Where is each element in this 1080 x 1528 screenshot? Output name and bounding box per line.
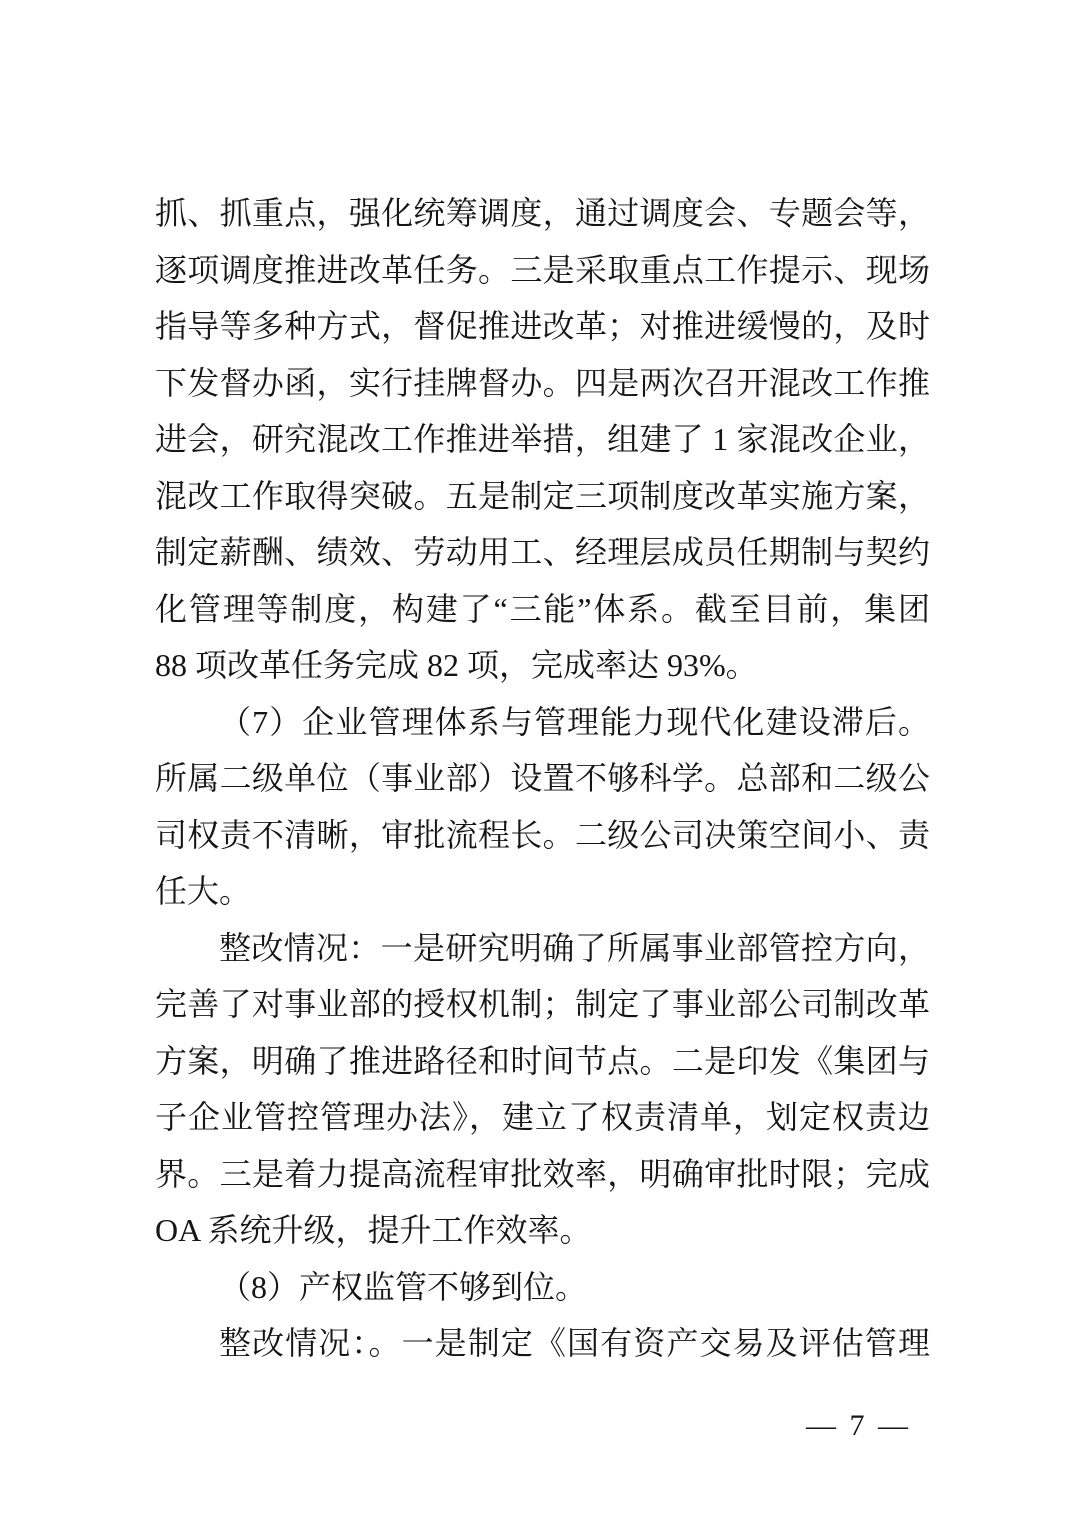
text-line: 进会，研究混改工作推进举措，组建了 1 家混改企业， [155, 421, 930, 457]
text-line: OA 系统升级，提升工作效率。 [155, 1212, 592, 1248]
text-line: 整改情况：一是研究明确了所属事业部管控方向， [219, 929, 930, 966]
text-line: 下发督办函，实行挂牌督办。四是两次召开混改工作推 [155, 364, 930, 401]
text-line: 抓、抓重点，强化统筹调度，通过调度会、专题会等， [155, 195, 930, 231]
text-line: 88 项改革任务完成 82 项，完成率达 93%。 [155, 647, 758, 683]
text-line: 方案，明确了推进路径和时间节点。二是印发《集团与 [155, 1042, 930, 1079]
text-line: 界。三是着力提高流程审批效率，明确审批时限；完成 [155, 1155, 930, 1192]
text-line: 逐项调度推进改革任务。三是采取重点工作提示、现场 [155, 251, 930, 288]
text-line: 化管理等制度，构建了“三能”体系。截至目前，集团 [155, 590, 930, 627]
text-line: 整改情况：。一是制定《国有资产交易及评估管理 [219, 1325, 930, 1361]
text-line: 所属二级单位（事业部）设置不够科学。总部和二级公 [155, 760, 930, 796]
text-line: 子企业管控管理办法》，建立了权责清单，划定权责边 [155, 1099, 930, 1135]
document-body [155, 185, 930, 1372]
text-line: 司权责不清晰，审批流程长。二级公司决策空间小、责 [155, 816, 930, 853]
text-line: 混改工作取得突破。五是制定三项制度改革实施方案， [155, 477, 930, 514]
text-line: 完善了对事业部的授权机制；制定了事业部公司制改革 [155, 986, 930, 1022]
text-line: 指导等多种方式，督促推进改革；对推进缓慢的，及时 [155, 308, 930, 344]
page-number: — 7 — [806, 1409, 911, 1442]
text-line: 任大。 [155, 873, 252, 909]
page-footer [806, 1406, 911, 1446]
text-line: 制定薪酬、绩效、劳动用工、经理层成员任期制与契约 [155, 534, 930, 570]
text-line: （7）企业管理体系与管理能力现代化建设滞后。 [219, 703, 930, 740]
text-line: （8）产权监管不够到位。 [219, 1268, 588, 1305]
